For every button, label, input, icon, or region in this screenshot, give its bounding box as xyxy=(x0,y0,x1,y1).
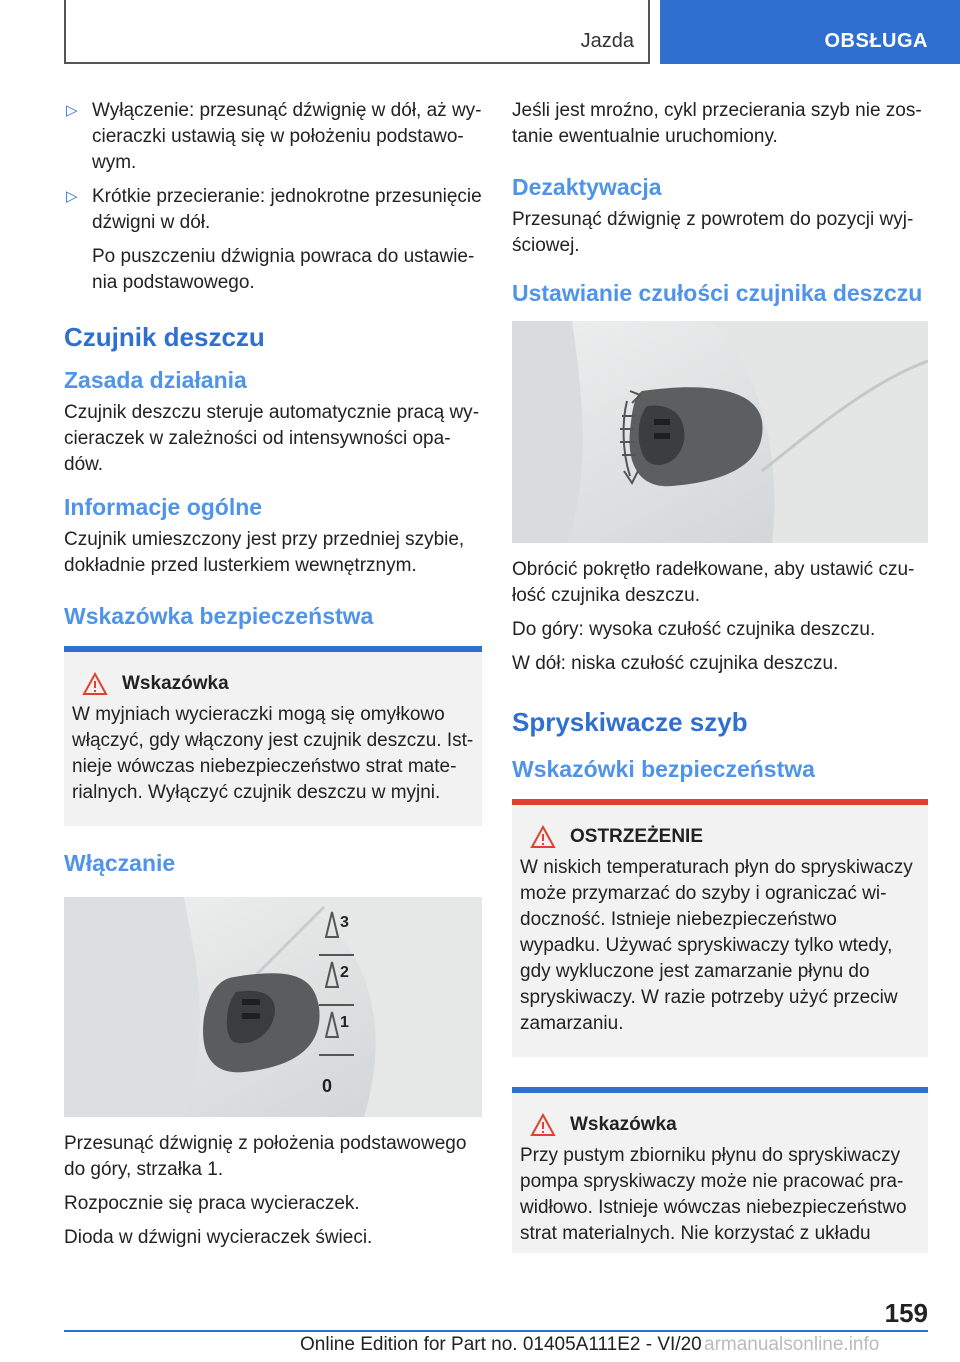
section-title: Jazda xyxy=(580,30,634,52)
heading-sensitivity: Ustawianie czułości czujnika deszczu xyxy=(512,280,923,306)
triangle-bullet-icon: ▷ xyxy=(66,102,78,119)
warning-triangle-icon xyxy=(82,672,108,696)
position-label-3: 3 xyxy=(340,914,349,931)
list-item xyxy=(64,184,482,236)
heading-principle: Zasada działania xyxy=(64,367,247,393)
list-item xyxy=(64,98,482,176)
heading-washer-safety: Wskazówki bezpieczeństwa xyxy=(512,756,815,782)
heading-washers: Spryskiwacze szyb xyxy=(512,707,748,737)
sensitivity-knob-illustration xyxy=(512,321,928,543)
note2-text: Przy pustym zbiorniku płynu do spryskiwaczy pompa spryskiwaczy może nie pracować prawidłowo. Istnieje wówczas niebezpieczeństwo strat materialnych. Nie korzystać z układu xyxy=(520,1145,907,1244)
bullet-note: Po puszczeniu dźwignia powraca do ustawienia podstawowego. xyxy=(92,246,475,293)
edition-text: Online Edition for Part no. 01405A111E2 - VI/20 xyxy=(300,1334,702,1355)
note-title: Wskazówka xyxy=(122,673,229,694)
note-box-2 xyxy=(512,1087,928,1253)
heading-general: Informacje ogólne xyxy=(64,494,263,520)
footer-divider xyxy=(64,1330,928,1332)
watermark-site[interactable]: armanualsonline.info xyxy=(704,1334,880,1355)
switch-on-step-2: Rozpocznie się praca wycieraczek. xyxy=(64,1193,360,1214)
chapter-tab-label: OBSŁUGA xyxy=(824,30,928,52)
position-label-1: 1 xyxy=(340,1014,349,1031)
sensitivity-text-1: Obrócić pokrętło radełkowane, aby ustawić czułość czujnika deszczu. xyxy=(512,559,915,606)
warning-title: OSTRZEŻENIE xyxy=(570,826,704,847)
right-column xyxy=(512,98,928,1253)
general-text: Czujnik umieszczony jest przy przedniej szybie, dokładnie przed lusterkiem wewnętrznym. xyxy=(64,529,465,576)
chapter-tab[interactable] xyxy=(660,0,960,64)
sensitivity-text-2: Do góry: wysoka czułość czujnika deszczu. xyxy=(512,619,876,640)
sensitivity-knob-figure xyxy=(512,321,928,543)
triangle-bullet-icon: ▷ xyxy=(66,188,78,205)
warning-box xyxy=(512,799,928,1057)
page-number: 159 xyxy=(884,1298,928,1328)
bullet-text: Krótkie przecieranie: jednokrotne przesunięcie dźwigni w dół. xyxy=(92,186,482,233)
wiper-lever-figure xyxy=(64,897,482,1117)
warning-triangle-icon xyxy=(530,1113,556,1137)
position-label-0: 0 xyxy=(322,1076,333,1096)
wiper-lever-illustration xyxy=(64,897,482,1117)
frost-text: Jeśli jest mroźno, cykl przecierania szyb nie zostanie ewentualnie uruchomiony. xyxy=(512,100,922,147)
warning-text: W niskich temperaturach płyn do spryskiwaczy może przymarzać do szyby i ograniczać widoczność. Istnieje niebezpieczeństwo wypadku. Używać spryskiwaczy tylko wtedy, gdy wykluczone jest zamarzanie płynu do spryskiwaczy. W razie potrzeby użyć przeciw zamarzaniu. xyxy=(520,857,913,1034)
bullet-text: Wyłączenie: przesunąć dźwignię w dół, aż wycieraczki ustawią się w położeniu podstawowym. xyxy=(92,100,482,173)
heading-deactivation: Dezaktywacja xyxy=(512,174,662,200)
heading-rain-sensor: Czujnik deszczu xyxy=(64,322,265,352)
deactivation-text: Przesunąć dźwignię z powrotem do pozycji wyjściowej. xyxy=(512,209,914,256)
sensitivity-text-3: W dół: niska czułość czujnika deszczu. xyxy=(512,653,839,674)
left-column xyxy=(64,98,482,1259)
warning-triangle-icon xyxy=(530,825,556,849)
switch-on-step-3: Dioda w dźwigni wycieraczek świeci. xyxy=(64,1227,373,1248)
note-box xyxy=(64,646,482,826)
note-text: W myjniach wycieraczki mogą się omyłkowo włączyć, gdy włączony jest czujnik deszczu. Istnieje wówczas niebezpieczeństwo strat materialnych. Wyłączyć czujnik deszczu w myjni. xyxy=(72,704,474,803)
note2-title: Wskazówka xyxy=(570,1114,677,1135)
switch-on-step-1: Przesunąć dźwignię z położenia podstawowego do góry, strzałka 1. xyxy=(64,1133,467,1180)
position-label-2: 2 xyxy=(340,964,349,981)
heading-switch-on: Włączanie xyxy=(64,850,176,876)
heading-safety: Wskazówka bezpieczeństwa xyxy=(64,603,374,629)
principle-text: Czujnik deszczu steruje automatycznie pracą wycieraczek w zależności od intensywności opadów. xyxy=(64,402,480,475)
header-section-box xyxy=(64,0,650,64)
